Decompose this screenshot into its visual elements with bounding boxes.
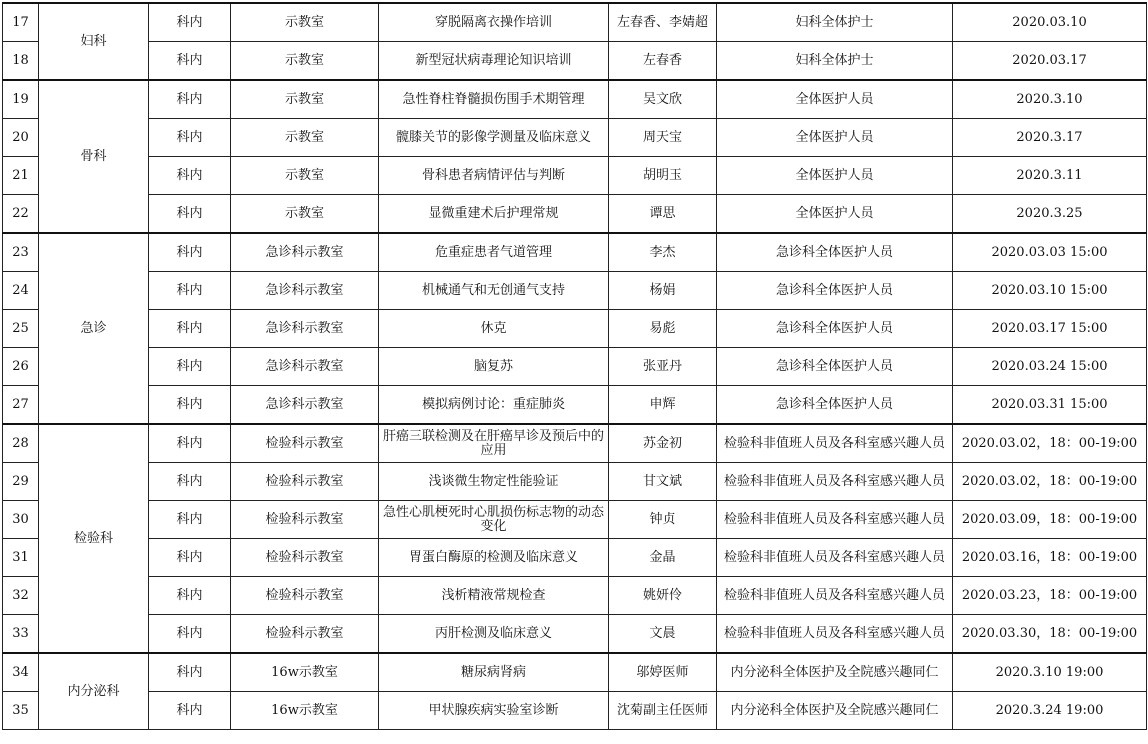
training-time: 2020.03.16，18：00-19:00 [953, 539, 1147, 577]
table-row [3, 424, 1147, 463]
training-time: 2020.03.31 15:00 [953, 386, 1147, 425]
table-row [3, 42, 1147, 81]
target-audience: 检验科非值班人员及各科室感兴趣人员 [717, 463, 953, 501]
training-topic: 胃蛋白酶原的检测及临床意义 [379, 539, 609, 577]
department-cell: 妇科 [39, 3, 149, 80]
training-location: 检验科示教室 [231, 501, 379, 539]
training-location: 16w示教室 [231, 653, 379, 692]
target-audience: 检验科非值班人员及各科室感兴趣人员 [717, 577, 953, 615]
speaker-name: 申辉 [609, 386, 717, 425]
speaker-name: 文晨 [609, 615, 717, 654]
training-time: 2020.3.11 [953, 157, 1147, 195]
training-location: 示教室 [231, 42, 379, 81]
training-form: 科内 [149, 119, 231, 157]
speaker-name: 左春香、李婧超 [609, 3, 717, 42]
table-row [3, 310, 1147, 348]
target-audience: 检验科非值班人员及各科室感兴趣人员 [717, 615, 953, 654]
training-topic: 骨科患者病情评估与判断 [379, 157, 609, 195]
table-row [3, 463, 1147, 501]
target-audience: 内分泌科全体医护及全院感兴趣同仁 [717, 653, 953, 692]
target-audience: 急诊科全体医护人员 [717, 233, 953, 272]
speaker-name: 李杰 [609, 233, 717, 272]
training-location: 急诊科示教室 [231, 348, 379, 386]
training-topic: 脑复苏 [379, 348, 609, 386]
target-audience: 急诊科全体医护人员 [717, 272, 953, 310]
speaker-name: 胡明玉 [609, 157, 717, 195]
training-form: 科内 [149, 424, 231, 463]
table-row [3, 157, 1147, 195]
training-time: 2020.03.02，18：00-19:00 [953, 463, 1147, 501]
table-row [3, 272, 1147, 310]
row-number: 30 [3, 501, 39, 539]
training-location: 示教室 [231, 119, 379, 157]
training-location: 检验科示教室 [231, 615, 379, 654]
training-topic: 糖尿病肾病 [379, 653, 609, 692]
row-number: 33 [3, 615, 39, 654]
training-form: 科内 [149, 348, 231, 386]
target-audience: 检验科非值班人员及各科室感兴趣人员 [717, 501, 953, 539]
training-topic: 危重症患者气道管理 [379, 233, 609, 272]
row-number: 27 [3, 386, 39, 425]
training-time: 2020.3.25 [953, 195, 1147, 234]
speaker-name: 金晶 [609, 539, 717, 577]
training-topic: 模拟病例讨论：重症肺炎 [379, 386, 609, 425]
target-audience: 检验科非值班人员及各科室感兴趣人员 [717, 424, 953, 463]
table-row [3, 386, 1147, 425]
department-cell: 骨科 [39, 80, 149, 233]
row-number: 21 [3, 157, 39, 195]
row-number: 18 [3, 42, 39, 81]
training-location: 急诊科示教室 [231, 310, 379, 348]
target-audience: 妇科全体护士 [717, 42, 953, 81]
training-time: 2020.03.10 [953, 3, 1147, 42]
training-location: 示教室 [231, 195, 379, 234]
target-audience: 急诊科全体医护人员 [717, 348, 953, 386]
training-time: 2020.3.10 19:00 [953, 653, 1147, 692]
training-form: 科内 [149, 233, 231, 272]
target-audience: 急诊科全体医护人员 [717, 386, 953, 425]
training-form: 科内 [149, 386, 231, 425]
table-row [3, 539, 1147, 577]
target-audience: 检验科非值班人员及各科室感兴趣人员 [717, 539, 953, 577]
row-number: 22 [3, 195, 39, 234]
speaker-name: 钟贞 [609, 501, 717, 539]
training-form: 科内 [149, 310, 231, 348]
training-form: 科内 [149, 80, 231, 119]
training-form: 科内 [149, 272, 231, 310]
table-row [3, 615, 1147, 654]
training-topic: 浅谈微生物定性能验证 [379, 463, 609, 501]
training-location: 示教室 [231, 157, 379, 195]
training-form: 科内 [149, 195, 231, 234]
training-time: 2020.03.24 15:00 [953, 348, 1147, 386]
row-number: 23 [3, 233, 39, 272]
training-form: 科内 [149, 157, 231, 195]
department-cell: 检验科 [39, 424, 149, 653]
table-row [3, 119, 1147, 157]
training-location: 检验科示教室 [231, 424, 379, 463]
training-time: 2020.03.23，18：00-19:00 [953, 577, 1147, 615]
row-number: 20 [3, 119, 39, 157]
row-number: 19 [3, 80, 39, 119]
training-topic: 机械通气和无创通气支持 [379, 272, 609, 310]
training-time: 2020.3.10 [953, 80, 1147, 119]
training-topic: 新型冠状病毒理论知识培训 [379, 42, 609, 81]
row-number: 34 [3, 653, 39, 692]
training-schedule-table [2, 2, 1147, 730]
row-number: 32 [3, 577, 39, 615]
department-cell: 内分泌科 [39, 653, 149, 730]
training-location: 示教室 [231, 3, 379, 42]
training-location: 急诊科示教室 [231, 233, 379, 272]
training-time: 2020.03.17 [953, 42, 1147, 81]
training-form: 科内 [149, 3, 231, 42]
table-row [3, 233, 1147, 272]
target-audience: 全体医护人员 [717, 119, 953, 157]
training-form: 科内 [149, 539, 231, 577]
speaker-name: 谭思 [609, 195, 717, 234]
row-number: 26 [3, 348, 39, 386]
table-row [3, 195, 1147, 234]
speaker-name: 左春香 [609, 42, 717, 81]
training-time: 2020.3.17 [953, 119, 1147, 157]
row-number: 17 [3, 3, 39, 42]
training-time: 2020.03.03 15:00 [953, 233, 1147, 272]
speaker-name: 苏金初 [609, 424, 717, 463]
training-form: 科内 [149, 692, 231, 730]
training-location: 检验科示教室 [231, 463, 379, 501]
speaker-name: 沈菊副主任医师 [609, 692, 717, 730]
training-form: 科内 [149, 577, 231, 615]
row-number: 28 [3, 424, 39, 463]
target-audience: 全体医护人员 [717, 157, 953, 195]
table-row [3, 3, 1147, 42]
table-row [3, 501, 1147, 539]
target-audience: 全体医护人员 [717, 80, 953, 119]
row-number: 25 [3, 310, 39, 348]
training-topic: 穿脱隔离衣操作培训 [379, 3, 609, 42]
row-number: 31 [3, 539, 39, 577]
speaker-name: 张亚丹 [609, 348, 717, 386]
row-number: 35 [3, 692, 39, 730]
training-location: 示教室 [231, 80, 379, 119]
table-row [3, 348, 1147, 386]
row-number: 24 [3, 272, 39, 310]
training-form: 科内 [149, 653, 231, 692]
training-topic: 丙肝检测及临床意义 [379, 615, 609, 654]
table-row [3, 692, 1147, 730]
target-audience: 全体医护人员 [717, 195, 953, 234]
target-audience: 急诊科全体医护人员 [717, 310, 953, 348]
training-form: 科内 [149, 42, 231, 81]
target-audience: 妇科全体护士 [717, 3, 953, 42]
training-topic: 浅析精液常规检查 [379, 577, 609, 615]
training-location: 16w示教室 [231, 692, 379, 730]
training-time: 2020.03.10 15:00 [953, 272, 1147, 310]
training-topic: 急性脊柱脊髓损伤围手术期管理 [379, 80, 609, 119]
training-form: 科内 [149, 463, 231, 501]
training-location: 检验科示教室 [231, 577, 379, 615]
training-topic: 髋膝关节的影像学测量及临床意义 [379, 119, 609, 157]
speaker-name: 甘文斌 [609, 463, 717, 501]
row-number: 29 [3, 463, 39, 501]
speaker-name: 杨娟 [609, 272, 717, 310]
training-topic: 显微重建术后护理常规 [379, 195, 609, 234]
training-topic: 甲状腺疾病实验室诊断 [379, 692, 609, 730]
table-body [3, 3, 1147, 730]
training-time: 2020.03.17 15:00 [953, 310, 1147, 348]
training-time: 2020.3.24 19:00 [953, 692, 1147, 730]
table-row [3, 577, 1147, 615]
training-time: 2020.03.02，18：00-19:00 [953, 424, 1147, 463]
training-form: 科内 [149, 615, 231, 654]
training-location: 急诊科示教室 [231, 386, 379, 425]
training-topic: 急性心肌梗死时心肌损伤标志物的动态变化 [379, 501, 609, 539]
training-form: 科内 [149, 501, 231, 539]
department-cell: 急诊 [39, 233, 149, 424]
training-time: 2020.03.30，18：00-19:00 [953, 615, 1147, 654]
speaker-name: 姚妍伶 [609, 577, 717, 615]
target-audience: 内分泌科全体医护及全院感兴趣同仁 [717, 692, 953, 730]
speaker-name: 周天宝 [609, 119, 717, 157]
training-location: 检验科示教室 [231, 539, 379, 577]
training-topic: 休克 [379, 310, 609, 348]
training-time: 2020.03.09，18：00-19:00 [953, 501, 1147, 539]
speaker-name: 吴文欣 [609, 80, 717, 119]
table-row [3, 80, 1147, 119]
table-row [3, 653, 1147, 692]
speaker-name: 易彪 [609, 310, 717, 348]
training-location: 急诊科示教室 [231, 272, 379, 310]
training-topic: 肝癌三联检测及在肝癌早诊及预后中的应用 [379, 424, 609, 463]
speaker-name: 邬婷医师 [609, 653, 717, 692]
